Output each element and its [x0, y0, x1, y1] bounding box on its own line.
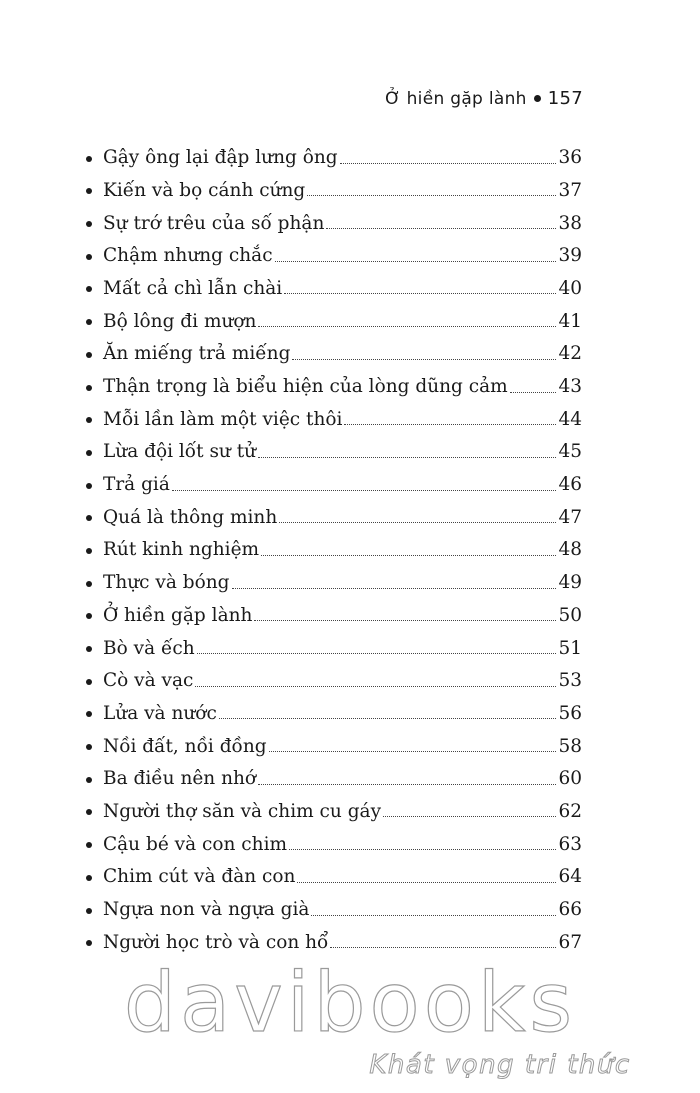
toc-entry	[86, 693, 582, 726]
toc-entry-title: Người thợ săn và chim cu gáy	[103, 800, 382, 822]
dot-leader	[311, 915, 556, 916]
toc-entry-page: 58	[558, 735, 582, 757]
bullet-icon	[86, 605, 103, 627]
dot-leader	[307, 195, 556, 196]
bullet-icon	[86, 769, 103, 791]
toc-entry-page: 63	[558, 833, 582, 855]
toc-entry-title: Ngựa non và ngựa già	[103, 899, 310, 920]
toc-entry	[86, 562, 582, 595]
toc-entry-title: Quá là thông minh	[103, 506, 278, 528]
bullet-icon	[86, 507, 103, 529]
toc-entry-title: Ở hiền gặp lành	[103, 604, 253, 626]
toc-entry	[86, 725, 582, 758]
toc-entry	[86, 889, 582, 922]
toc-entry-page: 48	[558, 539, 582, 561]
watermark-brand: davibooks	[123, 956, 577, 1051]
toc-entry-title: Ba điều nên nhớ	[103, 768, 257, 790]
toc-entry	[86, 660, 582, 693]
toc-entry-title: Ăn miếng trả miếng	[103, 343, 291, 365]
toc-entry	[86, 235, 582, 268]
toc-entry-title: Cò và vạc	[103, 670, 194, 692]
bullet-icon	[86, 377, 103, 399]
dot-leader	[219, 718, 556, 719]
dot-leader	[195, 686, 556, 687]
header-page-number: 157	[547, 88, 583, 109]
toc-entry-page: 64	[558, 866, 582, 888]
toc-entry-title: Trả giá	[103, 474, 170, 496]
bullet-icon	[86, 278, 103, 300]
bullet-icon	[86, 638, 103, 660]
toc-entry-page: 51	[558, 637, 582, 659]
bullet-icon	[86, 736, 103, 758]
toc-entry-page: 45	[558, 441, 582, 463]
dot-leader	[326, 228, 556, 229]
table-of-contents	[86, 137, 582, 954]
dot-leader	[269, 751, 556, 752]
toc-entry	[86, 366, 582, 399]
toc-entry-page: 62	[558, 800, 582, 822]
dot-leader	[254, 620, 556, 621]
toc-entry-page: 44	[558, 408, 582, 430]
bullet-icon	[86, 573, 103, 595]
dot-leader	[344, 424, 556, 425]
bullet-icon	[86, 932, 103, 954]
toc-entry	[86, 137, 582, 170]
dot-leader	[261, 555, 556, 556]
toc-entry-title: Kiến và bọ cánh cứng	[103, 179, 306, 201]
dot-leader	[172, 490, 556, 491]
toc-entry-title: Lửa và nước	[103, 702, 217, 724]
toc-entry-page: 56	[558, 702, 582, 724]
dot-leader	[232, 588, 556, 589]
toc-entry	[86, 399, 582, 432]
toc-entry-page: 50	[558, 604, 582, 626]
bullet-icon	[86, 900, 103, 922]
toc-entry	[86, 202, 582, 235]
toc-entry-page: 46	[558, 474, 582, 496]
toc-entry	[86, 922, 582, 955]
toc-entry-title: Người học trò và con hổ	[103, 931, 329, 953]
bullet-icon	[86, 246, 103, 268]
toc-entry-page: 66	[558, 899, 582, 920]
bullet-icon	[86, 213, 103, 235]
dot-leader	[258, 784, 556, 785]
toc-entry	[86, 268, 582, 301]
header-bullet-icon	[534, 95, 541, 102]
toc-entry-page: 53	[558, 670, 582, 692]
bullet-icon	[86, 344, 103, 366]
toc-entry-page: 47	[558, 506, 582, 528]
toc-entry	[86, 333, 582, 366]
bullet-icon	[86, 801, 103, 823]
toc-entry-title: Thực và bóng	[103, 572, 230, 594]
toc-entry-title: Cậu bé và con chim	[103, 833, 288, 855]
toc-entry	[86, 529, 582, 562]
bullet-icon	[86, 475, 103, 497]
toc-entry	[86, 300, 582, 333]
bullet-icon	[86, 671, 103, 693]
dot-leader	[258, 326, 556, 327]
toc-entry-page: 49	[558, 572, 582, 594]
toc-entry-title: Gậy ông lại đập lưng ông	[103, 147, 338, 169]
toc-entry-page: 60	[558, 768, 582, 790]
toc-entry-page: 67	[558, 931, 582, 953]
dot-leader	[340, 163, 556, 164]
toc-entry-page: 41	[558, 310, 582, 332]
toc-entry-page: 40	[558, 277, 582, 299]
watermark-slogan: Khát vọng tri thức	[369, 1050, 631, 1080]
toc-entry	[86, 856, 582, 889]
toc-entry-page: 39	[558, 245, 582, 267]
toc-entry-title: Nồi đất, nồi đồng	[103, 735, 267, 757]
toc-entry-title: Mỗi lần làm một việc thôi	[103, 408, 343, 430]
toc-entry	[86, 497, 582, 530]
toc-entry-title: Chim cút và đàn con	[103, 866, 296, 888]
bullet-icon	[86, 834, 103, 856]
dot-leader	[197, 653, 556, 654]
dot-leader	[292, 359, 556, 360]
toc-entry	[86, 758, 582, 791]
bullet-icon	[86, 180, 103, 202]
bullet-icon	[86, 311, 103, 333]
dot-leader	[510, 392, 556, 393]
bullet-icon	[86, 409, 103, 431]
dot-leader	[275, 261, 556, 262]
toc-entry-page: 36	[558, 147, 582, 169]
bullet-icon	[86, 442, 103, 464]
running-header	[385, 88, 583, 109]
bullet-icon	[86, 703, 103, 725]
toc-entry	[86, 791, 582, 824]
bullet-icon	[86, 540, 103, 562]
dot-leader	[258, 457, 556, 458]
toc-entry-title: Chậm nhưng chắc	[103, 245, 273, 267]
toc-entry	[86, 595, 582, 628]
header-title: Ở hiền gặp lành	[385, 88, 527, 109]
dot-leader	[284, 293, 556, 294]
toc-entry-page: 37	[558, 179, 582, 201]
toc-entry	[86, 170, 582, 203]
dot-leader	[383, 816, 556, 817]
toc-entry	[86, 823, 582, 856]
toc-entry	[86, 431, 582, 464]
toc-entry-page: 42	[558, 343, 582, 365]
bullet-icon	[86, 867, 103, 889]
toc-entry-title: Lừa đội lốt sư tử	[103, 441, 257, 463]
dot-leader	[279, 522, 556, 523]
toc-entry-title: Sự trớ trêu của số phận	[103, 212, 325, 234]
toc-entry-title: Rút kinh nghiệm	[103, 539, 260, 561]
toc-entry	[86, 627, 582, 660]
toc-entry-title: Bò và ếch	[103, 637, 195, 659]
toc-entry-page: 43	[558, 376, 582, 397]
toc-entry-title: Mất cả chì lẫn chài	[103, 277, 283, 299]
dot-leader	[297, 882, 556, 883]
toc-entry-title: Bộ lông đi mượn	[103, 310, 257, 332]
toc-entry-page: 38	[558, 212, 582, 234]
toc-entry-title: Thận trọng là biểu hiện của lòng dũng cảm	[103, 376, 508, 397]
dot-leader	[330, 947, 556, 948]
dot-leader	[289, 849, 556, 850]
bullet-icon	[86, 148, 103, 170]
toc-entry	[86, 464, 582, 497]
